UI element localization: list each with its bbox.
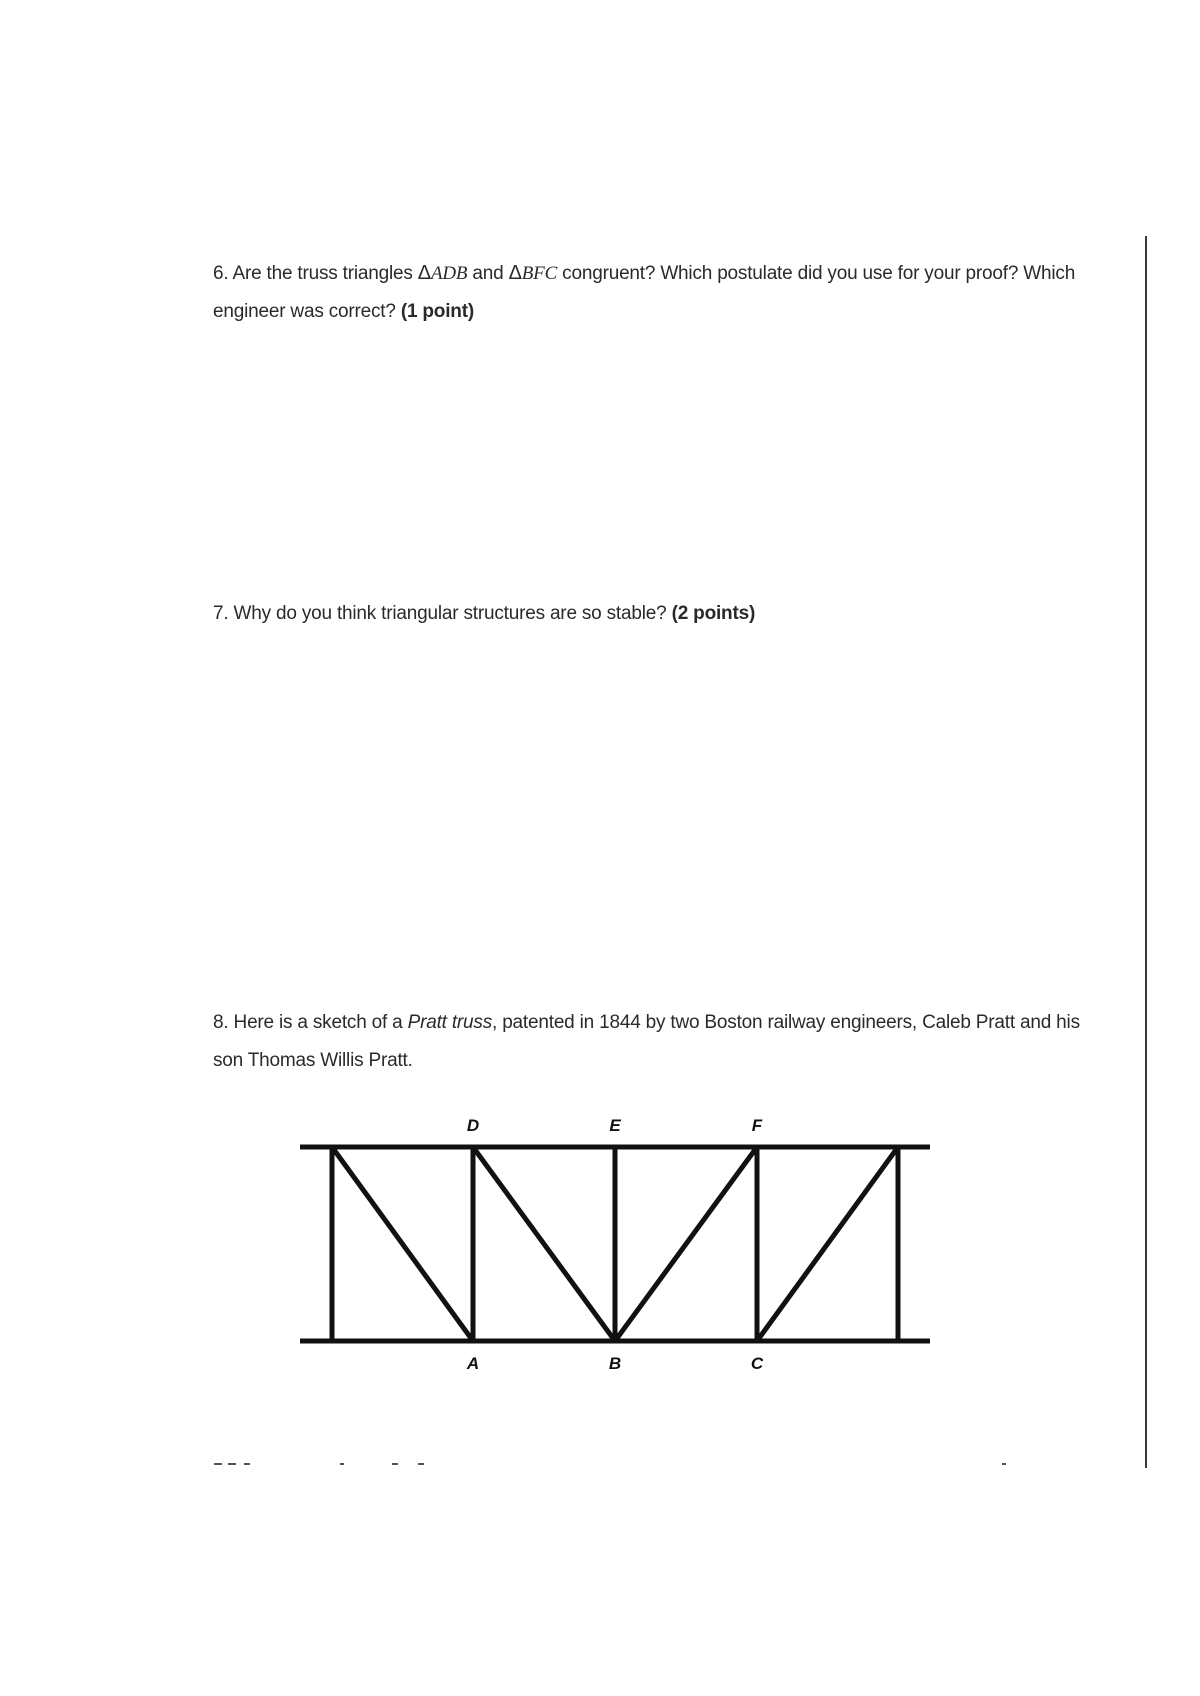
vertex-label-e: E bbox=[609, 1116, 621, 1135]
diagonal-d-to-b bbox=[473, 1147, 615, 1341]
page-edge-divider bbox=[1145, 236, 1147, 1468]
question-number: 8. bbox=[213, 1012, 229, 1033]
triangle-name: ADB bbox=[430, 263, 468, 284]
vertex-label-b: B bbox=[608, 1354, 622, 1373]
cutoff-text-fragment bbox=[418, 1463, 424, 1465]
question-text: and bbox=[472, 263, 504, 284]
cutoff-text-fragment bbox=[340, 1463, 344, 1465]
cutoff-text-fragment bbox=[228, 1463, 236, 1465]
points-label: (2 points) bbox=[671, 603, 756, 624]
vertex-label-c: C bbox=[750, 1354, 764, 1373]
cutoff-text-fragment bbox=[214, 1463, 222, 1465]
triangle-name: BFC bbox=[521, 263, 558, 284]
vertex-label-a: A bbox=[466, 1354, 480, 1373]
question-text: , patented in 1844 by two Boston railway engineers, Caleb Pratt and his son Thomas Willis Pratt. bbox=[213, 1012, 1080, 1071]
diagonal-b-to-f bbox=[615, 1147, 757, 1341]
triangle-symbol: Δ bbox=[508, 262, 522, 284]
question-text: Are the truss triangles bbox=[232, 263, 413, 284]
question-6 bbox=[213, 254, 1093, 331]
diagonal-c-to-right-end bbox=[757, 1147, 898, 1341]
cutoff-text-fragment bbox=[244, 1463, 250, 1465]
vertex-label-d: D bbox=[466, 1116, 480, 1135]
question-text: Here is a sketch of a bbox=[233, 1012, 403, 1033]
cutoff-text-fragment bbox=[1002, 1463, 1006, 1465]
diagonal-left-end-to-a bbox=[332, 1147, 473, 1341]
vertex-label-f: F bbox=[751, 1116, 763, 1135]
question-number: 6. bbox=[213, 263, 229, 284]
pratt-truss-diagram bbox=[290, 1105, 940, 1405]
question-8 bbox=[213, 1004, 1093, 1080]
triangle-symbol: Δ bbox=[417, 262, 431, 284]
cutoff-text-fragment bbox=[392, 1463, 398, 1465]
question-text: Why do you think triangular structures are so stable? bbox=[233, 603, 667, 624]
question-text: congruent? Which postulate did you use for your proof? Which engineer was correct? bbox=[213, 263, 1076, 322]
emphasized-term: Pratt truss bbox=[407, 1012, 493, 1033]
question-number: 7. bbox=[213, 603, 229, 624]
points-label: (1 point) bbox=[400, 301, 474, 322]
question-7 bbox=[213, 595, 1093, 633]
